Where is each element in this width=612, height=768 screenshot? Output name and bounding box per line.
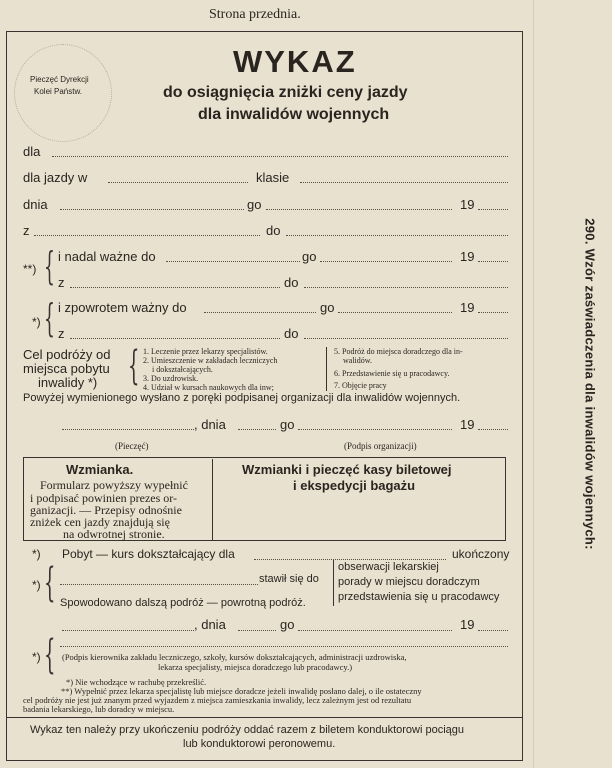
purpose-label-3: inwalidy *) — [38, 375, 98, 390]
ticket-office-title-1: Wzmianki i pieczęć kasy biletowej — [242, 462, 452, 477]
marker-star-signature: *) — [32, 650, 41, 664]
purpose-label-1: Cel podróży od — [23, 347, 111, 362]
signature-seal-label: (Pieczęć) — [115, 441, 149, 451]
field-klasie[interactable] — [300, 182, 508, 183]
note-line: na odwrotnej stronie. — [63, 527, 165, 541]
marker-double-star: **) — [23, 262, 37, 276]
field-nadal-do[interactable] — [304, 287, 508, 288]
label-go-3: go — [280, 617, 295, 632]
footnote-2: **) Wypełnić przez lekarza specjalistę lub miejsce doradcze jeżeli inwalidę posłano dalej, o ile ostateczny — [61, 686, 422, 696]
purpose-item: 3. Do uzdrowisk. — [143, 374, 199, 383]
brace-stawil: { — [44, 560, 56, 606]
purpose-item: i dokształcających. — [152, 365, 213, 374]
option-przedstawienia: przedstawienia się u pracodawcy — [338, 591, 500, 603]
stamp-text-2: Kolei Państw. — [34, 87, 83, 96]
label-dla-jazdy: dla jazdy w — [23, 170, 88, 185]
note-line: i podpisać powinien prezes or- — [30, 491, 178, 505]
footnote-4: badania lekarskiego, lub doradcy w miejscu. — [23, 704, 175, 714]
label-spowodowano: Spowodowano dalszą podróż — powrotną podróż. — [60, 597, 306, 609]
field-dnia-day[interactable] — [60, 209, 244, 210]
label-dnia: dnia — [23, 197, 48, 212]
brace-signature: { — [44, 632, 56, 678]
label-dla: dla — [23, 144, 41, 159]
signature-caption-1: (Podpis kierownika zakładu leczniczego, szkoły, kursów dokształcających, administracji uzdrowiska, — [62, 652, 407, 662]
purpose-label-2: miejsca pobytu — [23, 361, 110, 376]
label-nadal-year: 19 — [460, 249, 475, 264]
label-year: 19 — [460, 197, 475, 212]
label-nadal: i nadal ważne do — [58, 249, 156, 264]
purpose-divider — [326, 347, 327, 391]
purpose-item: 5. Podróż do miejsca doradczego dla in- — [334, 347, 463, 356]
field-zpowrotem-z[interactable] — [70, 338, 280, 339]
label-go-2: go — [280, 417, 295, 432]
field-do[interactable] — [286, 235, 508, 236]
footer-rule — [6, 717, 523, 718]
note-line: ganizacji. — Przepisy odnośnie — [30, 503, 182, 517]
label-zpowrotem-do: do — [284, 326, 299, 341]
label-stawil: stawił się do — [259, 573, 319, 585]
field-dnia3-year[interactable] — [478, 630, 508, 631]
field-dnia2-year[interactable] — [478, 429, 508, 430]
label-year-3: 19 — [460, 617, 475, 632]
purpose-item: 2. Umieszczenie w zakładach leczniczych — [143, 356, 278, 365]
signature-caption-2: lekarza specjalisty, miejsca doradczego lub pracodawcy.) — [158, 662, 353, 672]
marker-star-stawil: *) — [32, 578, 41, 592]
field-z[interactable] — [34, 235, 260, 236]
label-pobyt: Pobyt — kurs dokształcający dla — [62, 547, 235, 561]
field-signature[interactable] — [60, 646, 508, 647]
footer-instruction-2: lub konduktorowi peronowemu. — [183, 738, 336, 750]
field-dnia-month[interactable] — [266, 209, 452, 210]
field-dnia3-month[interactable] — [298, 630, 452, 631]
purpose-item: 4. Udział w kursach naukowych dla inw; — [143, 383, 274, 392]
option-obserwacji: obserwacji lekarskiej — [338, 561, 439, 573]
purpose-item: 1. Leczenie przez lekarzy specjalistów. — [143, 347, 268, 356]
note-title: Wzmianka. — [66, 462, 134, 477]
marker-star-pobyt: *) — [32, 547, 41, 561]
field-zpowrotem-do[interactable] — [304, 338, 508, 339]
field-nadal-year[interactable] — [478, 261, 508, 262]
field-place-2[interactable] — [62, 630, 194, 631]
footnote-1: *) Nie wchodzące w rachubę przekreślić. — [66, 677, 207, 687]
label-zpowrotem-z: z — [58, 326, 65, 341]
label-nadal-go: go — [302, 249, 317, 264]
field-nadal-day[interactable] — [166, 261, 300, 262]
ticket-office-title-2: i ekspedycji bagażu — [293, 478, 416, 493]
field-zpowrotem-day[interactable] — [204, 312, 316, 313]
form-title: WYKAZ — [233, 44, 357, 79]
brace-purpose: { — [128, 343, 140, 389]
brace-return: { — [44, 296, 55, 340]
field-nadal-month[interactable] — [320, 261, 452, 262]
marker-star-return: *) — [32, 315, 41, 329]
purpose-item: 6. Przedstawienie się u pracodawcy. — [334, 369, 450, 378]
signature-org-label: (Podpis organizacji) — [344, 441, 417, 451]
label-nadal-z: z — [58, 275, 65, 290]
field-pobyt[interactable] — [254, 559, 446, 560]
label-zpowrotem-go: go — [320, 300, 335, 315]
brace-options — [333, 560, 334, 606]
label-klasie: klasie — [256, 170, 290, 185]
field-stawil[interactable] — [60, 584, 258, 585]
field-place[interactable] — [62, 429, 194, 430]
footer-instruction-1: Wykaz ten należy przy ukończeniu podróży oddać razem z biletem konduktorowi pociągu — [30, 724, 465, 736]
field-dnia2-month[interactable] — [298, 429, 452, 430]
note-box-divider — [212, 459, 213, 540]
field-dnia3-day[interactable] — [238, 630, 276, 631]
label-do: do — [266, 223, 281, 238]
field-dla[interactable] — [52, 156, 508, 157]
field-zpowrotem-year[interactable] — [478, 312, 508, 313]
brace-valid: { — [44, 244, 55, 288]
note-line: Formularz powyższy wypełnić — [40, 478, 188, 492]
label-nadal-do: do — [284, 275, 299, 290]
purpose-item: 7. Objęcie pracy — [334, 381, 387, 390]
footnote-3: cel podróży nie jest już znanym przed wyjazdem z miejsca zamieszkania inwalidy, lecz zależnym jest od rezultatu — [23, 695, 412, 705]
field-dnia2-day[interactable] — [238, 429, 276, 430]
note-line: zniżek cen jazdy znajdują się — [30, 515, 170, 529]
paper-fold — [533, 0, 534, 768]
field-zpowrotem-month[interactable] — [338, 312, 452, 313]
purpose-item: walidów. — [343, 356, 373, 365]
form-subtitle-2: dla inwalidów wojennych — [198, 106, 390, 123]
side-label-header: Strona przednia. — [209, 7, 301, 22]
field-nadal-z[interactable] — [70, 287, 280, 288]
label-year-2: 19 — [460, 417, 475, 432]
label-ukonczony: ukończony — [452, 547, 510, 561]
option-porady: porady w miejscu doradczym — [338, 576, 480, 588]
label-go: go — [247, 197, 262, 212]
field-class-route[interactable] — [108, 182, 248, 183]
stamp-text-1: Pieczęć Dyrekcji — [30, 75, 89, 84]
label-z: z — [23, 223, 30, 238]
label-dnia-2: , dnia — [194, 417, 226, 432]
sent-line: Powyżej wymienionego wysłano z poręki podpisanej organizacji dla inwalidów wojennych. — [23, 392, 461, 404]
label-dnia-3: , dnia — [194, 617, 226, 632]
side-form-caption: 290. Wzór zaświadczenia dla inwalidów wojennych: — [582, 218, 598, 550]
label-zpowrotem-year: 19 — [460, 300, 475, 315]
field-dnia-year[interactable] — [478, 209, 508, 210]
form-subtitle-1: do osiągnięcia zniżki ceny jazdy — [163, 84, 408, 101]
label-zpowrotem: i zpowrotem ważny do — [58, 300, 187, 315]
